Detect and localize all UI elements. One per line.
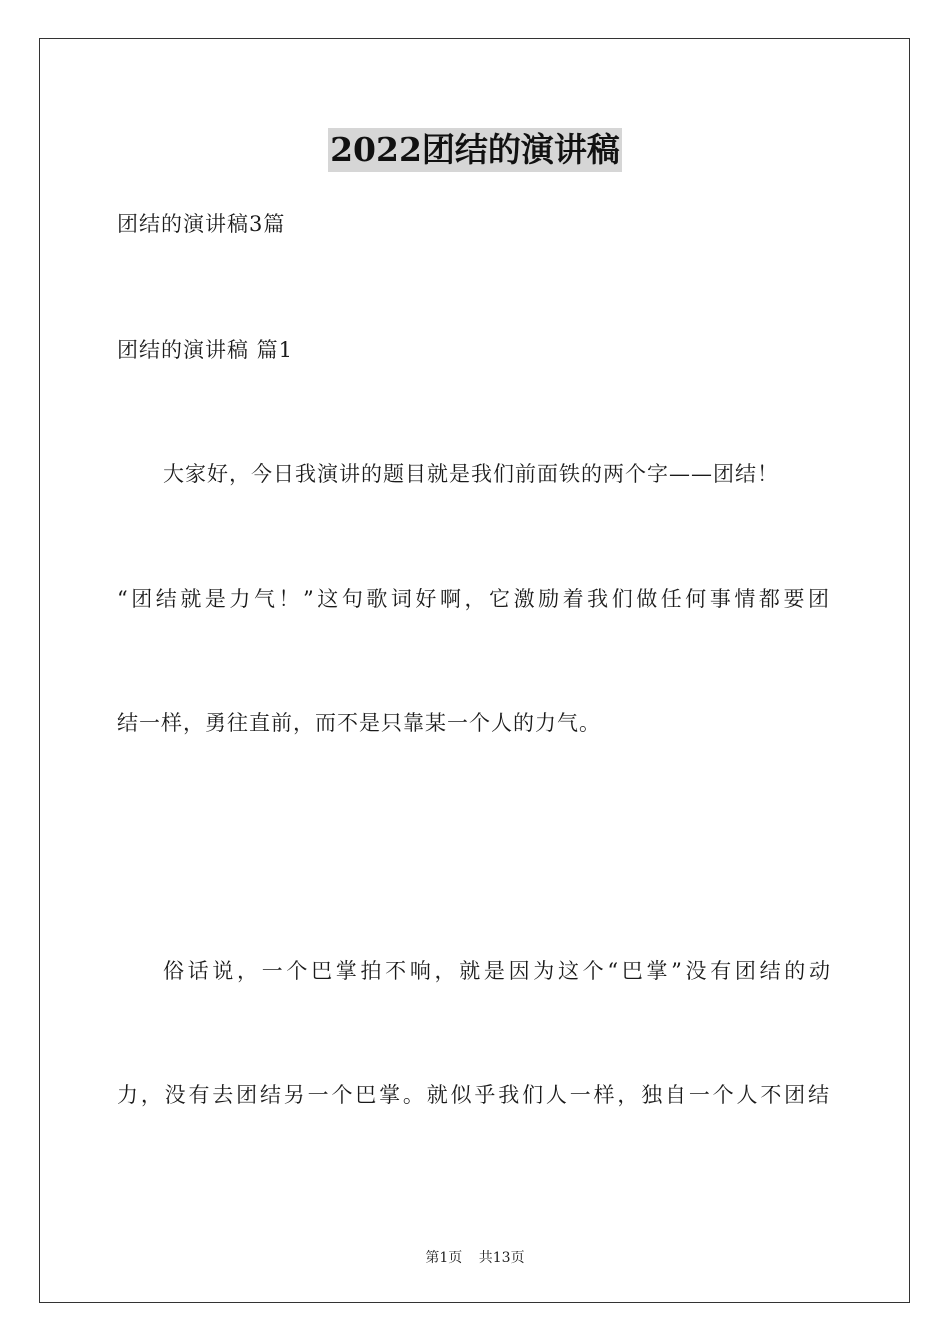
paragraph-line-5: 力，没有去团结另一个巴掌。就似乎我们人一样，独自一个人不团结	[117, 1083, 830, 1107]
document-subtitle: 团结的演讲稿3篇	[117, 212, 286, 236]
page-number-current: 第1页	[425, 1250, 463, 1266]
paragraph-line-3: 结一样，勇往直前，而不是只靠某一个人的力气。	[117, 711, 601, 735]
page-footer	[0, 1248, 950, 1268]
document-title-wrapper	[0, 128, 950, 172]
paragraph-line-2: “团结就是力气！”这句歌词好啊，它激励着我们做任何事情都要团	[117, 587, 830, 611]
paragraph-line-1: 大家好，今日我演讲的题目就是我们前面铁的两个字——团结！	[163, 462, 779, 486]
paragraph-line-4: 俗话说，一个巴掌拍不响，就是因为这个“巴掌”没有团结的动	[163, 959, 831, 983]
page-number-total: 共13页	[478, 1250, 525, 1266]
document-title: 2022团结的演讲稿	[328, 128, 622, 172]
section-heading: 团结的演讲稿 篇1	[117, 338, 294, 362]
